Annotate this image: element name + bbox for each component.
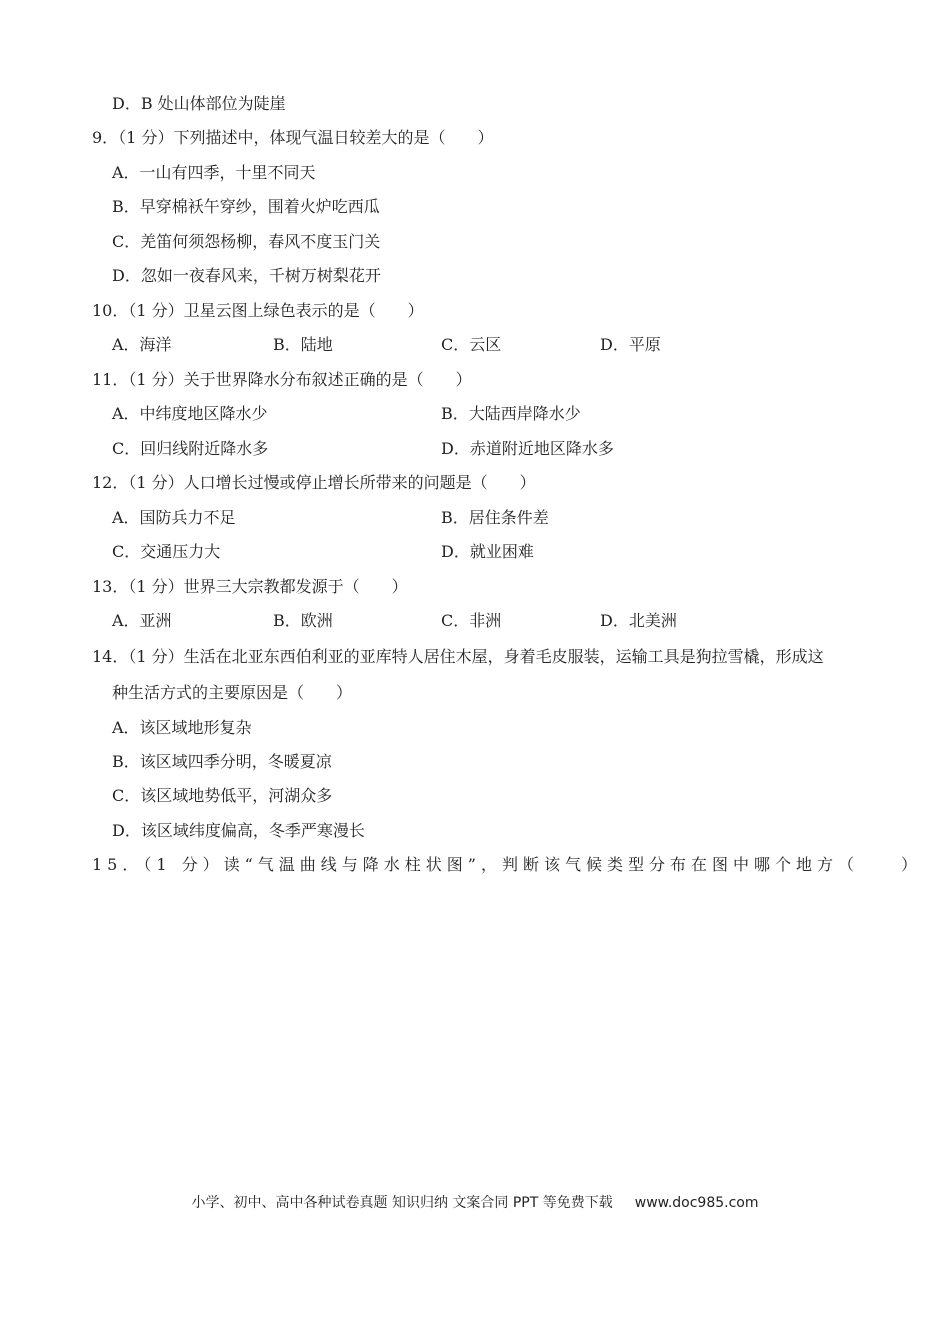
footer-text: 小学、初中、高中各种试卷真题 知识归纳 文案合同 PPT 等免费下载 (191, 1195, 613, 1211)
q10-option-d: D．平原 (600, 335, 661, 354)
q13-option-c: C．非洲 (441, 611, 502, 630)
q11-stem: 11．（1 分）关于世界降水分布叙述正确的是（ ） (92, 370, 472, 389)
page-footer (0, 1192, 950, 1212)
q11-option-a: A．中纬度地区降水少 (112, 404, 268, 423)
q10-option-b: B．陆地 (273, 335, 333, 354)
q9-option-c: C．羌笛何须怨杨柳，春风不度玉门关 (112, 232, 381, 251)
q14-stem-line2: 种生活方式的主要原因是（ ） (112, 683, 353, 702)
q9-stem: 9．（1 分）下列描述中，体现气温日较差大的是（ ） (92, 128, 494, 147)
q11-option-d: D．赤道附近地区降水多 (441, 439, 614, 458)
q13-option-d: D．北美洲 (600, 611, 677, 630)
q10-option-a: A．海洋 (112, 335, 172, 354)
q13-option-a: A．亚洲 (112, 611, 172, 630)
q8-option-d: D．B 处山体部位为陡崖 (112, 94, 286, 113)
q14-option-c: C．该区域地势低平，河湖众多 (112, 786, 333, 805)
q15-stem: 15．（1 分）读“气温曲线与降水柱状图”，判断该气候类型分布在图中哪个地方（ ） (92, 855, 922, 874)
q9-option-d: D．忽如一夜春风来，千树万树梨花开 (112, 266, 381, 285)
q12-option-d: D．就业困难 (441, 542, 534, 561)
q12-option-a: A．国防兵力不足 (112, 508, 236, 527)
q14-stem-line1: 14．（1 分）生活在北亚东西伯利亚的亚库特人居住木屋，身着毛皮服装，运输工具是狗拉雪橇，形成这 (92, 647, 824, 666)
q12-option-b: B．居住条件差 (441, 508, 549, 527)
q11-option-b: B．大陆西岸降水少 (441, 404, 581, 423)
q14-option-d: D．该区域纬度偏高，冬季严寒漫长 (112, 821, 365, 840)
q13-stem: 13．（1 分）世界三大宗教都发源于（ ） (92, 577, 408, 596)
q13-option-b: B．欧洲 (273, 611, 333, 630)
footer-site-link[interactable]: www.doc985.com (634, 1195, 759, 1211)
q14-option-a: A．该区域地形复杂 (112, 718, 252, 737)
q9-option-a: A．一山有四季，十里不同天 (112, 163, 316, 182)
q9-option-b: B．早穿棉袄午穿纱，围着火炉吃西瓜 (112, 197, 380, 216)
q14-option-b: B．该区域四季分明，冬暖夏凉 (112, 752, 332, 771)
q10-option-c: C．云区 (441, 335, 502, 354)
q11-option-c: C．回归线附近降水多 (112, 439, 269, 458)
q12-option-c: C．交通压力大 (112, 542, 221, 561)
q12-stem: 12．（1 分）人口增长过慢或停止增长所带来的问题是（ ） (92, 473, 536, 492)
q10-stem: 10．（1 分）卫星云图上绿色表示的是（ ） (92, 301, 424, 320)
